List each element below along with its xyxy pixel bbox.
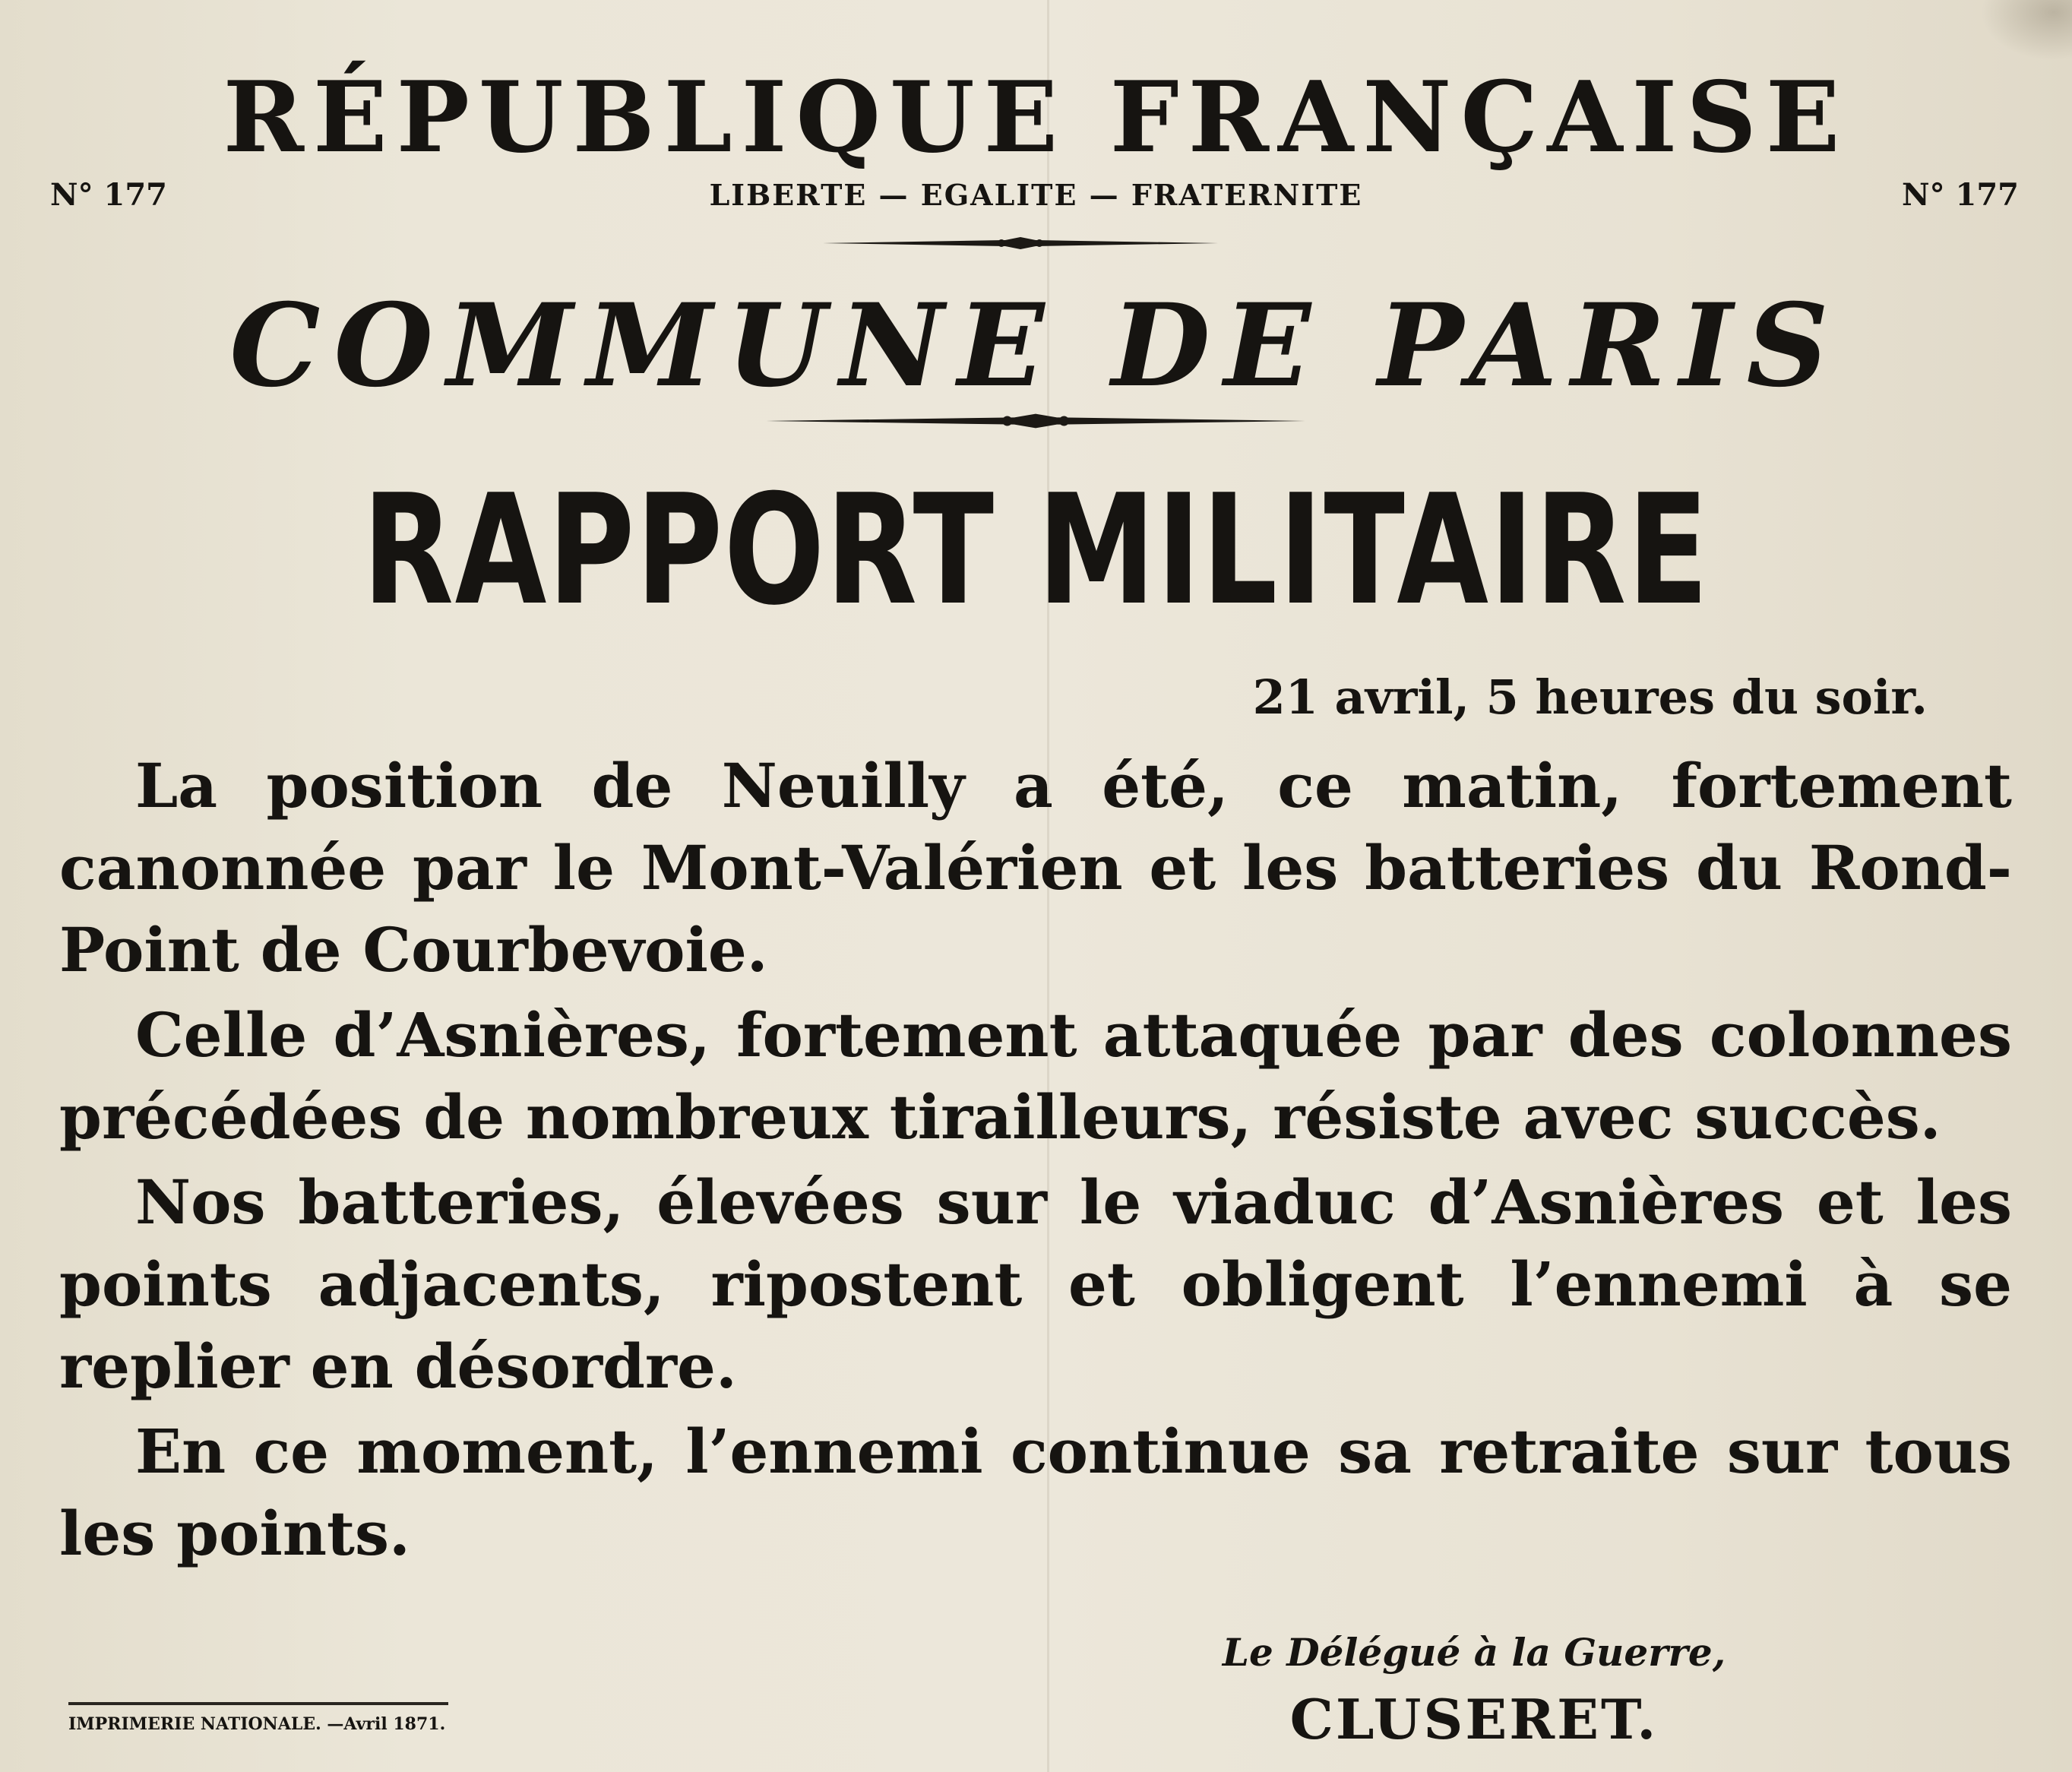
paragraph: La position de Neuilly a été, ce matin, fortement canonnée par le Mont-Valérien et les batteries du Rond-Point de Courbevoie.	[59, 750, 2012, 986]
ornamental-rule-top	[823, 233, 1218, 254]
paragraph: En ce moment, l’ennemi continue sa retraite sur tous les points.	[59, 1416, 2012, 1569]
paper-stain	[1981, 0, 2072, 61]
printer-imprint: IMPRIMERIE NATIONALE. —Avril 1871.	[68, 1702, 448, 1736]
commune-title: COMMUNE DE PARIS	[229, 279, 1843, 413]
report-heading: RAPPORT MILITAIRE	[362, 462, 1710, 639]
motto: LIBERTE — EGALITE — FRATERNITE	[709, 178, 1363, 212]
paragraph: Celle d’Asnières, fortement attaquée par des colonnes précédées de nombreux tirailleurs, résiste avec succès.	[59, 999, 2012, 1153]
signature-name: CLUSERET.	[1289, 1687, 1659, 1751]
signature-title: Le Délégué à la Guerre,	[1222, 1630, 1726, 1675]
poster-number-left: N° 177	[50, 177, 167, 213]
paragraph: Nos batteries, élevées sur le viaduc d’Asnières et les points adjacents, ripostent et obligent l’ennemi à se replier en désordre.	[59, 1166, 2012, 1402]
report-body	[59, 745, 2012, 1577]
republique-title: RÉPUBLIQUE FRANÇAISE	[223, 61, 1849, 175]
poster-number-right: N° 177	[1902, 177, 2019, 213]
date-line: 21 avril, 5 heures du soir.	[1252, 669, 1928, 725]
ornamental-rule-bottom	[747, 410, 1324, 432]
